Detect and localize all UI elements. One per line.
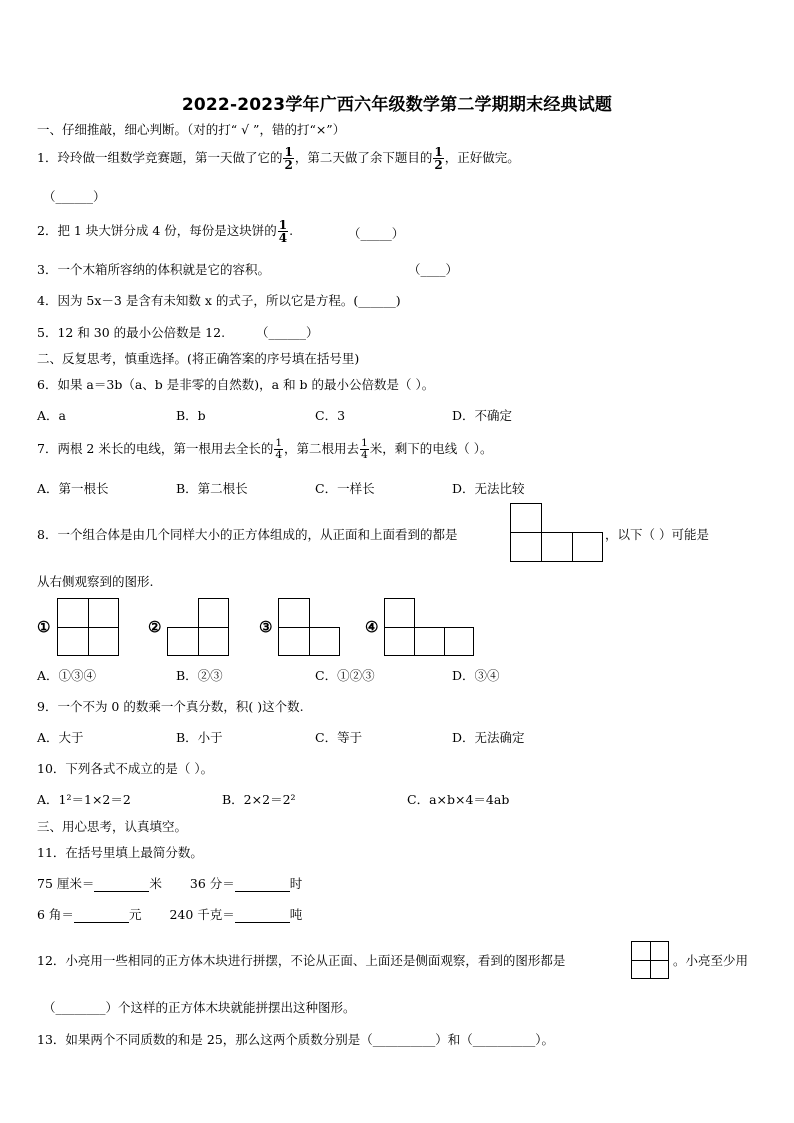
q8-front-top-view-figure <box>510 503 603 561</box>
q3-answer-paren[interactable]: （____） <box>408 262 459 277</box>
q11-r1-blank-1[interactable] <box>94 876 149 892</box>
q7-option-a[interactable]: A．第一根长 <box>37 481 109 496</box>
q11-row-2 <box>37 905 302 923</box>
question-12-line2: （________）个这样的正方体木块就能拼摆出这种图形。 <box>43 1000 356 1015</box>
q7-option-c[interactable]: C．一样长 <box>315 481 375 496</box>
q11-r2-label-b: 240 千克＝ <box>169 907 235 922</box>
q5-answer-paren[interactable]: （______） <box>256 325 319 340</box>
q2-text-a: 2．把 1 块大饼分成 4 份，每份是这块饼的 <box>37 223 277 238</box>
q9-option-d[interactable]: D．无法确定 <box>452 730 525 745</box>
question-13: 13．如果两个不同质数的和是 25，那么这两个质数分别是（__________）和（__________）。 <box>37 1032 555 1047</box>
q11-r1-unit-a: 米 <box>149 876 162 891</box>
q7-text-a: 7．两根 2 米长的电线，第一根用去全长的 <box>37 441 274 456</box>
q8-figure-2 <box>167 598 229 656</box>
q10-option-c[interactable]: C．a×b×4＝4ab <box>407 792 510 807</box>
q11-r2-unit-b: 吨 <box>289 907 303 922</box>
question-3: 3．一个木箱所容纳的体积就是它的容积。 <box>37 262 270 277</box>
question-1 <box>37 146 520 171</box>
question-8-text-b: ，以下（ ）可能是 <box>605 527 709 542</box>
q6-option-a[interactable]: A．a <box>37 408 66 423</box>
q11-r1-blank-2[interactable] <box>235 876 290 892</box>
q11-row-1 <box>37 874 302 892</box>
q6-option-b[interactable]: B．b <box>176 408 206 423</box>
q11-r2-blank-2[interactable] <box>235 907 290 923</box>
question-10: 10．下列各式不成立的是（ ）。 <box>37 761 214 776</box>
q7-text-c: 米，剩下的电线（ ）。 <box>369 441 493 456</box>
question-7 <box>37 435 492 463</box>
q2-answer-paren[interactable]: （_____） <box>348 226 405 241</box>
q11-r2-label-a: 6 角＝ <box>37 907 74 922</box>
q8-figure-4 <box>384 598 474 656</box>
q7-option-d[interactable]: D．无法比较 <box>452 481 525 496</box>
q7-option-b[interactable]: B．第二根长 <box>176 481 248 496</box>
q8-figure-1 <box>57 598 119 656</box>
q1-text-b: ，第二天做了余下题目的 <box>294 150 433 165</box>
q8-option-c[interactable]: C．①②③ <box>315 668 375 683</box>
question-6: 6．如果 a＝3b（a、b 是非零的自然数)，a 和 b 的最小公倍数是（ ）。 <box>37 377 435 392</box>
q1-answer-paren[interactable]: （______） <box>43 189 106 204</box>
q11-r1-label-b: 36 分＝ <box>189 876 235 891</box>
q8-figure-label-2: ② <box>148 618 162 636</box>
question-12-text-a: 12．小亮用一些相同的正方体木块进行拼摆，不论从正面、上面还是侧面观察，看到的图形都是 <box>37 953 566 968</box>
q1-text-a: 1．玲玲做一组数学竞赛题，第一天做了它的 <box>37 150 283 165</box>
q2-fraction: $\frac{1}{4}$ <box>278 218 288 245</box>
q7-fraction-2: $\frac{1}{4}$ <box>361 437 368 461</box>
q9-option-a[interactable]: A．大于 <box>37 730 84 745</box>
q1-fraction-1: $\frac{1}{2}$ <box>284 145 293 172</box>
question-8-line2: 从右侧观察到的图形. <box>37 574 154 589</box>
q6-option-c[interactable]: C．3 <box>315 408 346 423</box>
question-2 <box>37 219 293 244</box>
question-9: 9．一个不为 0 的数乘一个真分数，积( )这个数. <box>37 699 304 714</box>
q8-figure-label-3: ③ <box>259 618 273 636</box>
q11-r1-label-a: 75 厘米＝ <box>37 876 95 891</box>
q12-square-figure <box>631 941 669 979</box>
question-12-text-b: 。小亮至少用 <box>673 953 749 968</box>
page-title: 2022-2023学年广西六年级数学第二学期期末经典试题 <box>181 95 613 115</box>
q1-text-c: ，正好做完。 <box>444 150 520 165</box>
question-4: 4．因为 5x－3 是含有未知数 x 的式子，所以它是方程。(______) <box>37 293 401 308</box>
q8-figure-3 <box>278 598 340 656</box>
q1-fraction-2: $\frac{1}{2}$ <box>434 145 443 172</box>
q2-text-b: . <box>289 223 294 238</box>
q11-r2-blank-1[interactable] <box>74 907 129 923</box>
question-5: 5．12 和 30 的最小公倍数是 12. <box>37 325 226 340</box>
q9-option-b[interactable]: B．小于 <box>176 730 223 745</box>
section-1-heading: 一、仔细推敲，细心判断。（对的打“ √ ”，错的打“×”） <box>37 122 346 137</box>
q8-option-a[interactable]: A．①③④ <box>37 668 97 683</box>
q7-fraction-1: $\frac{1}{4}$ <box>275 437 283 461</box>
q11-r2-unit-a: 元 <box>128 907 142 922</box>
q8-figure-label-4: ④ <box>365 618 379 636</box>
q6-option-d[interactable]: D．不确定 <box>452 408 513 423</box>
q8-option-b[interactable]: B．②③ <box>176 668 223 683</box>
q8-option-d[interactable]: D．③④ <box>452 668 500 683</box>
question-11: 11．在括号里填上最简分数。 <box>37 845 203 860</box>
question-8-text-a: 8．一个组合体是由几个同样大小的正方体组成的，从正面和上面看到的都是 <box>37 527 458 542</box>
q10-option-b[interactable]: B．2×2＝2² <box>222 792 296 807</box>
q8-figure-label-1: ① <box>37 618 51 636</box>
section-3-heading: 三、用心思考，认真填空。 <box>37 819 188 834</box>
q9-option-c[interactable]: C．等于 <box>315 730 363 745</box>
section-2-heading: 二、反复思考，慎重选择。(将正确答案的序号填在括号里) <box>37 351 360 366</box>
q7-text-b: ，第二根用去 <box>284 441 360 456</box>
q10-option-a[interactable]: A．1²＝1×2＝2 <box>37 792 131 807</box>
q11-r1-unit-b: 时 <box>289 876 303 891</box>
